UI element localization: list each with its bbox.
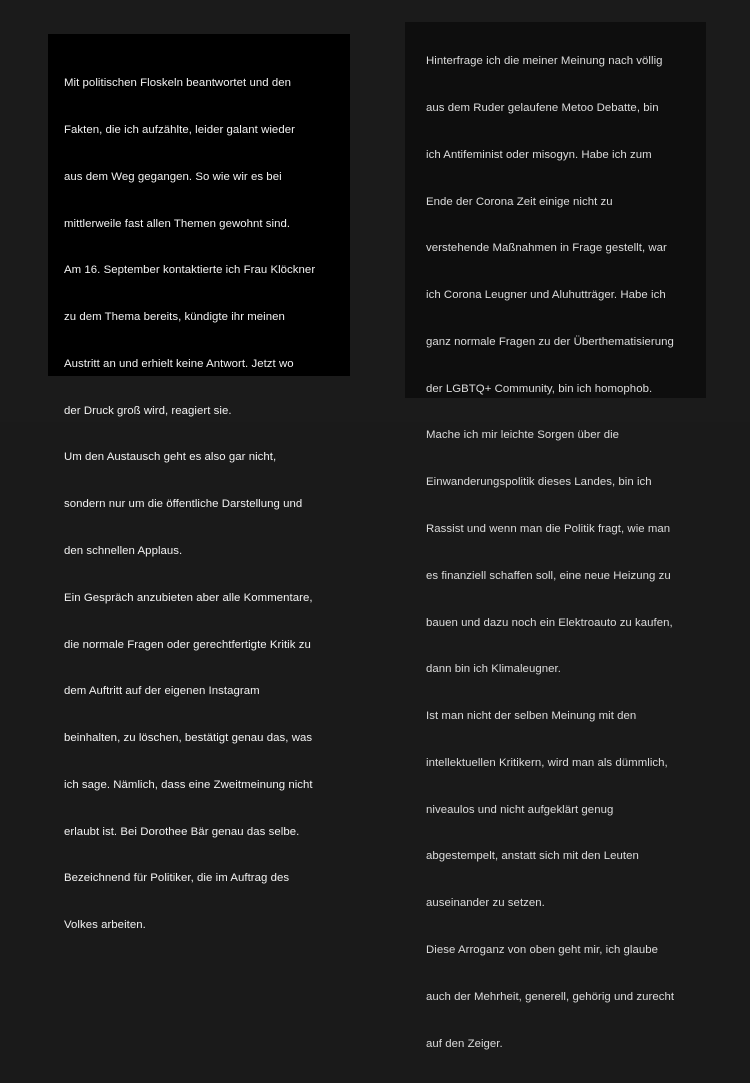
text-line: Um den Austausch geht es also gar nicht, [64,451,277,464]
text-line: verstehende Maßnahmen in Frage gestellt, war [426,242,667,255]
text-line: den schnellen Applaus. [64,545,183,557]
text-line: Hinterfrage ich die meiner Meinung nach völlig [426,55,663,68]
text-line: auseinander zu setzen. [426,897,545,910]
text-line: bauen und dazu noch ein Elektroauto zu kaufen, [426,616,673,629]
text-line: sondern nur um die öffentliche Darstellung und [64,498,303,511]
text-line: der LGBTQ+ Community, bin ich homophob. [426,382,653,395]
text-line: ich sage. Nämlich, dass eine Zweitmeinung nicht [64,778,313,791]
text-line: Ende der Corona Zeit einige nicht zu [426,195,613,208]
text-line: beinhalten, zu löschen, bestätigt genau das, was [64,732,313,745]
text-line: ich Antifeminist oder misogyn. Habe ich zum [426,148,652,161]
text-line: Am 16. September kontaktierte ich Frau Klöckner [64,264,316,277]
text-line: dem Auftritt auf der eigenen Instagram [64,685,260,698]
text-line: Ist man nicht der selben Meinung mit den [426,710,637,723]
text-line: der Druck groß wird, reagiert sie. [64,404,232,417]
text-line: Volkes arbeiten. [64,919,146,932]
text-line: Rassist und wenn man die Politik fragt, wie man [426,523,671,535]
text-line: Einwanderungspolitik dieses Landes, bin ich [426,476,652,489]
text-line: niveaulos und nicht aufgeklärt genug [426,803,614,816]
text-line: aus dem Ruder gelaufene Metoo Debatte, bin [426,101,659,114]
text-line: Austritt an und erhielt keine Antwort. Jetzt wo [64,357,294,370]
text-line: ich Corona Leugner und Aluhutträger. Habe ich [426,289,666,302]
text-line: Ein Gespräch anzubieten aber alle Kommentare, [64,591,313,604]
text-line: aus dem Weg gegangen. So wie wir es bei [64,170,282,183]
text-line: Bezeichnend für Politiker, die im Auftrag des [64,872,290,885]
text-line: erlaubt ist. Bei Dorothee Bär genau das selbe. [64,825,300,838]
right-post-text [426,23,674,1083]
text-line: mittlerweile fast allen Themen gewohnt sind. [64,217,291,230]
right-text-panel [405,22,706,1050]
text-line: intellektuellen Kritikern, wird man als dümmlich, [426,756,668,769]
text-line: abgestempelt, anstatt sich mit den Leuten [426,850,639,863]
text-line: zu dem Thema bereits, kündigte ihr meinen [64,311,285,324]
text-line: es finanziell schaffen soll, eine neue Heizung zu [426,569,671,582]
left-post-text [64,45,315,961]
text-line: auf den Zeiger. [426,1037,503,1050]
text-line: auch der Mehrheit, generell, gehörig und zurecht [426,990,675,1003]
text-line: die normale Fragen oder gerechtfertigte Kritik zu [64,638,311,651]
text-line: Diese Arroganz von oben geht mir, ich glaube [426,944,659,957]
text-line: Mit politischen Floskeln beantwortet und den [64,77,291,90]
text-line: Mache ich mir leichte Sorgen über die [426,429,620,442]
text-line: dann bin ich Klimaleugner. [426,663,561,676]
text-line: ganz normale Fragen zu der Überthematisierung [426,335,674,348]
text-line: Fakten, die ich aufzählte, leider galant wieder [64,123,295,136]
left-text-panel [48,34,350,932]
